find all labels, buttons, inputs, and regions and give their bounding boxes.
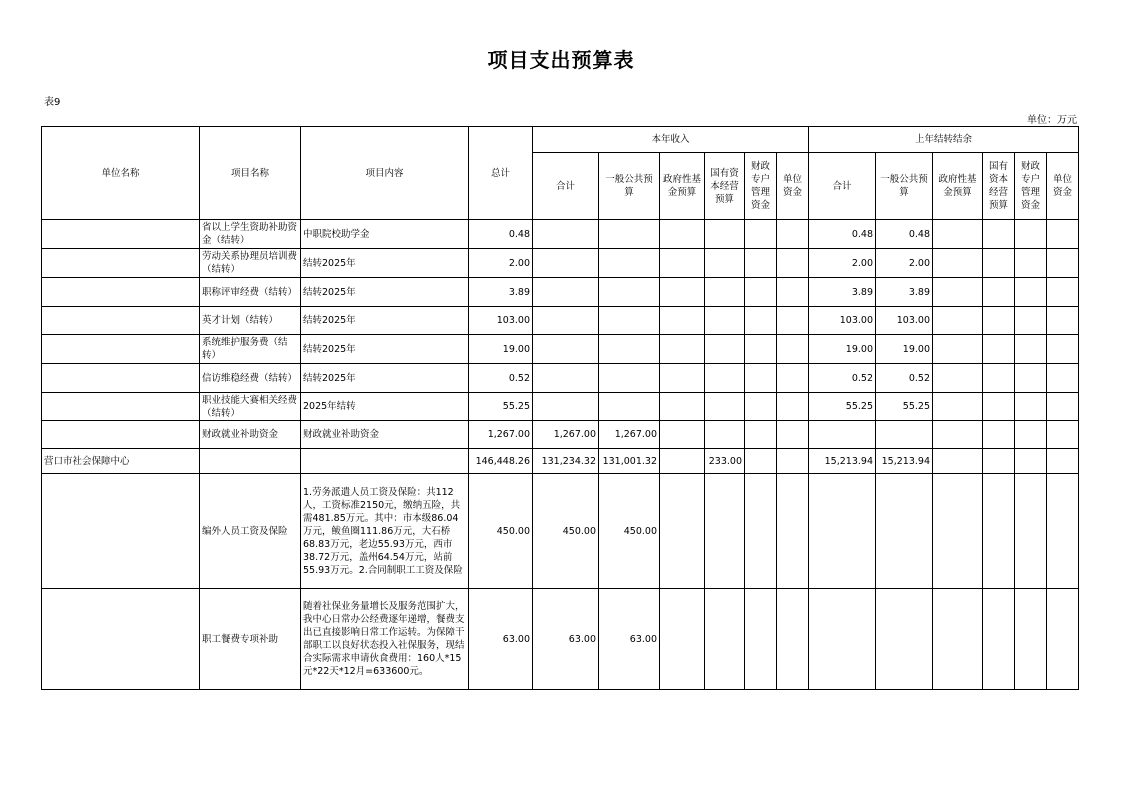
- cell-income-gov-fund: [660, 393, 705, 421]
- cell-income-unit-funds: [777, 449, 809, 474]
- cell-income-general: [599, 278, 660, 307]
- header-carryover-general: 一般公共预算: [876, 153, 933, 220]
- cell-project-content: 结转2025年: [301, 307, 469, 335]
- cell-project-name: 职工餐费专项补助: [200, 589, 301, 690]
- cell-project-name: 英才计划（结转）: [200, 307, 301, 335]
- cell-total: 1,267.00: [469, 421, 533, 449]
- header-income-fiscal-special: 财政专户管理资金: [745, 153, 777, 220]
- cell-carryover-state-capital: [983, 278, 1015, 307]
- cell-carryover-state-capital: [983, 421, 1015, 449]
- table-number: 表9: [44, 97, 61, 108]
- cell-unit-name: 营口市社会保障中心: [42, 449, 200, 474]
- cell-project-content: 结转2025年: [301, 364, 469, 393]
- cell-project-content: 2025年结转: [301, 393, 469, 421]
- cell-carryover-gov-fund: [933, 335, 983, 364]
- cell-income-fiscal-special: [745, 278, 777, 307]
- table-row: [42, 220, 1079, 249]
- cell-carryover-state-capital: [983, 249, 1015, 278]
- cell-carryover-general: 3.89: [876, 278, 933, 307]
- cell-carryover-fiscal-special: [1015, 364, 1047, 393]
- cell-carryover-fiscal-special: [1015, 393, 1047, 421]
- cell-income-subtotal: [533, 249, 599, 278]
- header-carryover-state-capital: 国有资本经营预算: [983, 153, 1015, 220]
- cell-total: 146,448.26: [469, 449, 533, 474]
- cell-carryover-unit-funds: [1047, 335, 1079, 364]
- header-income-state-capital: 国有资本经营预算: [705, 153, 745, 220]
- cell-income-gov-fund: [660, 474, 705, 589]
- cell-carryover-fiscal-special: [1015, 589, 1047, 690]
- cell-project-content: 财政就业补助资金: [301, 421, 469, 449]
- cell-income-fiscal-special: [745, 449, 777, 474]
- header-project-content: 项目内容: [301, 127, 469, 220]
- cell-carryover-subtotal: 2.00: [809, 249, 876, 278]
- header-current-year-income: 本年收入: [533, 127, 809, 153]
- cell-carryover-unit-funds: [1047, 220, 1079, 249]
- cell-income-subtotal: 450.00: [533, 474, 599, 589]
- header-unit-name: 单位名称: [42, 127, 200, 220]
- cell-income-fiscal-special: [745, 421, 777, 449]
- cell-income-subtotal: [533, 364, 599, 393]
- header-income-unit-funds: 单位资金: [777, 153, 809, 220]
- cell-income-general: 131,001.32: [599, 449, 660, 474]
- page-title: 项目支出预算表: [487, 48, 635, 72]
- cell-carryover-general: 0.48: [876, 220, 933, 249]
- cell-income-state-capital: [705, 307, 745, 335]
- cell-carryover-unit-funds: [1047, 393, 1079, 421]
- cell-income-fiscal-special: [745, 307, 777, 335]
- cell-income-unit-funds: [777, 364, 809, 393]
- header-carryover: 上年结转结余: [809, 127, 1079, 153]
- cell-income-subtotal: [533, 220, 599, 249]
- cell-carryover-general: [876, 421, 933, 449]
- cell-unit-name: [42, 278, 200, 307]
- cell-carryover-fiscal-special: [1015, 307, 1047, 335]
- header-income-general: 一般公共预算: [599, 153, 660, 220]
- cell-income-unit-funds: [777, 249, 809, 278]
- cell-carryover-unit-funds: [1047, 249, 1079, 278]
- cell-carryover-gov-fund: [933, 393, 983, 421]
- cell-income-gov-fund: [660, 249, 705, 278]
- cell-income-unit-funds: [777, 393, 809, 421]
- cell-carryover-unit-funds: [1047, 364, 1079, 393]
- cell-carryover-general: 2.00: [876, 249, 933, 278]
- cell-carryover-subtotal: [809, 421, 876, 449]
- header-project-name: 项目名称: [200, 127, 301, 220]
- cell-income-gov-fund: [660, 589, 705, 690]
- cell-income-general: 63.00: [599, 589, 660, 690]
- cell-income-unit-funds: [777, 278, 809, 307]
- cell-carryover-state-capital: [983, 449, 1015, 474]
- cell-income-gov-fund: [660, 278, 705, 307]
- cell-income-fiscal-special: [745, 393, 777, 421]
- cell-carryover-gov-fund: [933, 220, 983, 249]
- cell-income-state-capital: 233.00: [705, 449, 745, 474]
- cell-carryover-fiscal-special: [1015, 278, 1047, 307]
- cell-income-unit-funds: [777, 474, 809, 589]
- cell-income-subtotal: [533, 278, 599, 307]
- cell-carryover-subtotal: 3.89: [809, 278, 876, 307]
- cell-carryover-state-capital: [983, 393, 1015, 421]
- cell-total: 0.48: [469, 220, 533, 249]
- cell-project-name: 系统维护服务费（结转）: [200, 335, 301, 364]
- cell-unit-name: [42, 307, 200, 335]
- cell-income-state-capital: [705, 364, 745, 393]
- cell-carryover-general: 0.52: [876, 364, 933, 393]
- table-row: [42, 335, 1079, 364]
- cell-income-gov-fund: [660, 335, 705, 364]
- cell-income-fiscal-special: [745, 589, 777, 690]
- cell-carryover-subtotal: 19.00: [809, 335, 876, 364]
- unit-label: 单位：万元: [1027, 115, 1077, 126]
- header-carryover-fiscal-special: 财政专户管理资金: [1015, 153, 1047, 220]
- cell-carryover-gov-fund: [933, 249, 983, 278]
- cell-carryover-unit-funds: [1047, 449, 1079, 474]
- cell-project-name: 信访维稳经费（结转）: [200, 364, 301, 393]
- cell-income-general: 1,267.00: [599, 421, 660, 449]
- cell-carryover-unit-funds: [1047, 474, 1079, 589]
- cell-carryover-state-capital: [983, 364, 1015, 393]
- cell-project-content: 结转2025年: [301, 249, 469, 278]
- cell-carryover-general: 55.25: [876, 393, 933, 421]
- cell-carryover-fiscal-special: [1015, 335, 1047, 364]
- cell-carryover-gov-fund: [933, 278, 983, 307]
- cell-total: 2.00: [469, 249, 533, 278]
- cell-income-general: [599, 307, 660, 335]
- cell-project-content: 1.劳务派遣人员工资及保险：共112人，工资标准2150元，缴纳五险，共需481.85万元。其中：市本级86.04万元，鲅鱼圈111.86万元，大石桥68.83万元，老边55.93万元，西市38.72万元，盖州64.54万元，站前55.93万元。2.合同制职工工资及保险: [301, 474, 469, 589]
- cell-income-fiscal-special: [745, 364, 777, 393]
- cell-income-state-capital: [705, 335, 745, 364]
- cell-project-name: 编外人员工资及保险: [200, 474, 301, 589]
- cell-carryover-state-capital: [983, 220, 1015, 249]
- cell-carryover-subtotal: 0.48: [809, 220, 876, 249]
- cell-carryover-gov-fund: [933, 474, 983, 589]
- cell-carryover-general: 15,213.94: [876, 449, 933, 474]
- cell-income-general: [599, 393, 660, 421]
- cell-carryover-subtotal: [809, 589, 876, 690]
- table-row: [42, 589, 1079, 690]
- cell-carryover-general: 19.00: [876, 335, 933, 364]
- cell-carryover-subtotal: 15,213.94: [809, 449, 876, 474]
- cell-carryover-state-capital: [983, 307, 1015, 335]
- cell-income-unit-funds: [777, 335, 809, 364]
- cell-income-subtotal: [533, 307, 599, 335]
- cell-project-content: 结转2025年: [301, 335, 469, 364]
- cell-carryover-general: [876, 474, 933, 589]
- cell-carryover-subtotal: 55.25: [809, 393, 876, 421]
- cell-unit-name: [42, 589, 200, 690]
- cell-project-name: 劳动关系协理员培训费（结转）: [200, 249, 301, 278]
- cell-unit-name: [42, 393, 200, 421]
- cell-total: 63.00: [469, 589, 533, 690]
- cell-income-unit-funds: [777, 421, 809, 449]
- cell-carryover-state-capital: [983, 474, 1015, 589]
- cell-income-fiscal-special: [745, 335, 777, 364]
- cell-income-general: [599, 364, 660, 393]
- cell-project-name: 职称评审经费（结转）: [200, 278, 301, 307]
- header-carryover-subtotal: 合计: [809, 153, 876, 220]
- cell-income-state-capital: [705, 589, 745, 690]
- cell-carryover-gov-fund: [933, 364, 983, 393]
- cell-unit-name: [42, 249, 200, 278]
- cell-income-gov-fund: [660, 220, 705, 249]
- cell-carryover-state-capital: [983, 589, 1015, 690]
- cell-carryover-fiscal-special: [1015, 449, 1047, 474]
- cell-total: 0.52: [469, 364, 533, 393]
- cell-carryover-gov-fund: [933, 307, 983, 335]
- cell-income-gov-fund: [660, 307, 705, 335]
- cell-project-content: [301, 449, 469, 474]
- cell-income-state-capital: [705, 421, 745, 449]
- cell-carryover-gov-fund: [933, 421, 983, 449]
- cell-income-unit-funds: [777, 220, 809, 249]
- table-row: [42, 278, 1079, 307]
- cell-carryover-unit-funds: [1047, 421, 1079, 449]
- cell-income-fiscal-special: [745, 474, 777, 589]
- cell-total: 103.00: [469, 307, 533, 335]
- cell-income-gov-fund: [660, 449, 705, 474]
- cell-income-unit-funds: [777, 307, 809, 335]
- cell-project-content: 结转2025年: [301, 278, 469, 307]
- cell-income-subtotal: [533, 335, 599, 364]
- cell-carryover-gov-fund: [933, 589, 983, 690]
- budget-table: [41, 126, 1079, 690]
- table-row: [42, 474, 1079, 589]
- cell-income-fiscal-special: [745, 249, 777, 278]
- cell-unit-name: [42, 220, 200, 249]
- cell-project-name: 职业技能大赛相关经费（结转）: [200, 393, 301, 421]
- cell-carryover-general: 103.00: [876, 307, 933, 335]
- cell-carryover-gov-fund: [933, 449, 983, 474]
- cell-unit-name: [42, 474, 200, 589]
- cell-project-name: 财政就业补助资金: [200, 421, 301, 449]
- cell-carryover-fiscal-special: [1015, 249, 1047, 278]
- header-total: 总计: [469, 127, 533, 220]
- cell-total: 19.00: [469, 335, 533, 364]
- header-carryover-gov-fund: 政府性基金预算: [933, 153, 983, 220]
- cell-income-state-capital: [705, 393, 745, 421]
- cell-total: 55.25: [469, 393, 533, 421]
- cell-income-state-capital: [705, 220, 745, 249]
- cell-income-subtotal: 131,234.32: [533, 449, 599, 474]
- cell-income-subtotal: 1,267.00: [533, 421, 599, 449]
- table-row: [42, 393, 1079, 421]
- cell-income-gov-fund: [660, 364, 705, 393]
- cell-total: 450.00: [469, 474, 533, 589]
- cell-project-content: 随着社保业务量增长及服务范围扩大，我中心日常办公经费逐年递增，餐费支出已直接影响日常工作运转。为保障干部职工以良好状态投入社保服务，现结合实际需求申请伙食费用：160人*15元*22天*12月=633600元。: [301, 589, 469, 690]
- cell-total: 3.89: [469, 278, 533, 307]
- table-row: [42, 249, 1079, 278]
- cell-income-general: [599, 249, 660, 278]
- cell-carryover-state-capital: [983, 335, 1015, 364]
- cell-income-unit-funds: [777, 589, 809, 690]
- cell-income-subtotal: [533, 393, 599, 421]
- table-row: [42, 307, 1079, 335]
- cell-unit-name: [42, 335, 200, 364]
- cell-income-state-capital: [705, 474, 745, 589]
- cell-unit-name: [42, 421, 200, 449]
- cell-carryover-fiscal-special: [1015, 220, 1047, 249]
- cell-income-general: [599, 220, 660, 249]
- cell-carryover-unit-funds: [1047, 307, 1079, 335]
- cell-carryover-fiscal-special: [1015, 421, 1047, 449]
- table-row: [42, 449, 1079, 474]
- cell-carryover-subtotal: 103.00: [809, 307, 876, 335]
- cell-project-name: [200, 449, 301, 474]
- cell-project-content: 中职院校助学金: [301, 220, 469, 249]
- cell-carryover-subtotal: [809, 474, 876, 589]
- cell-project-name: 省以上学生资助补助资金（结转）: [200, 220, 301, 249]
- table-row: [42, 364, 1079, 393]
- cell-carryover-subtotal: 0.52: [809, 364, 876, 393]
- cell-income-subtotal: 63.00: [533, 589, 599, 690]
- header-income-gov-fund: 政府性基金预算: [660, 153, 705, 220]
- cell-carryover-unit-funds: [1047, 589, 1079, 690]
- header-carryover-unit-funds: 单位资金: [1047, 153, 1079, 220]
- cell-carryover-fiscal-special: [1015, 474, 1047, 589]
- cell-carryover-general: [876, 589, 933, 690]
- cell-carryover-unit-funds: [1047, 278, 1079, 307]
- cell-income-gov-fund: [660, 421, 705, 449]
- cell-income-state-capital: [705, 249, 745, 278]
- cell-income-general: [599, 335, 660, 364]
- table-row: [42, 421, 1079, 449]
- cell-income-fiscal-special: [745, 220, 777, 249]
- cell-unit-name: [42, 364, 200, 393]
- cell-income-general: 450.00: [599, 474, 660, 589]
- cell-income-state-capital: [705, 278, 745, 307]
- header-income-subtotal: 合计: [533, 153, 599, 220]
